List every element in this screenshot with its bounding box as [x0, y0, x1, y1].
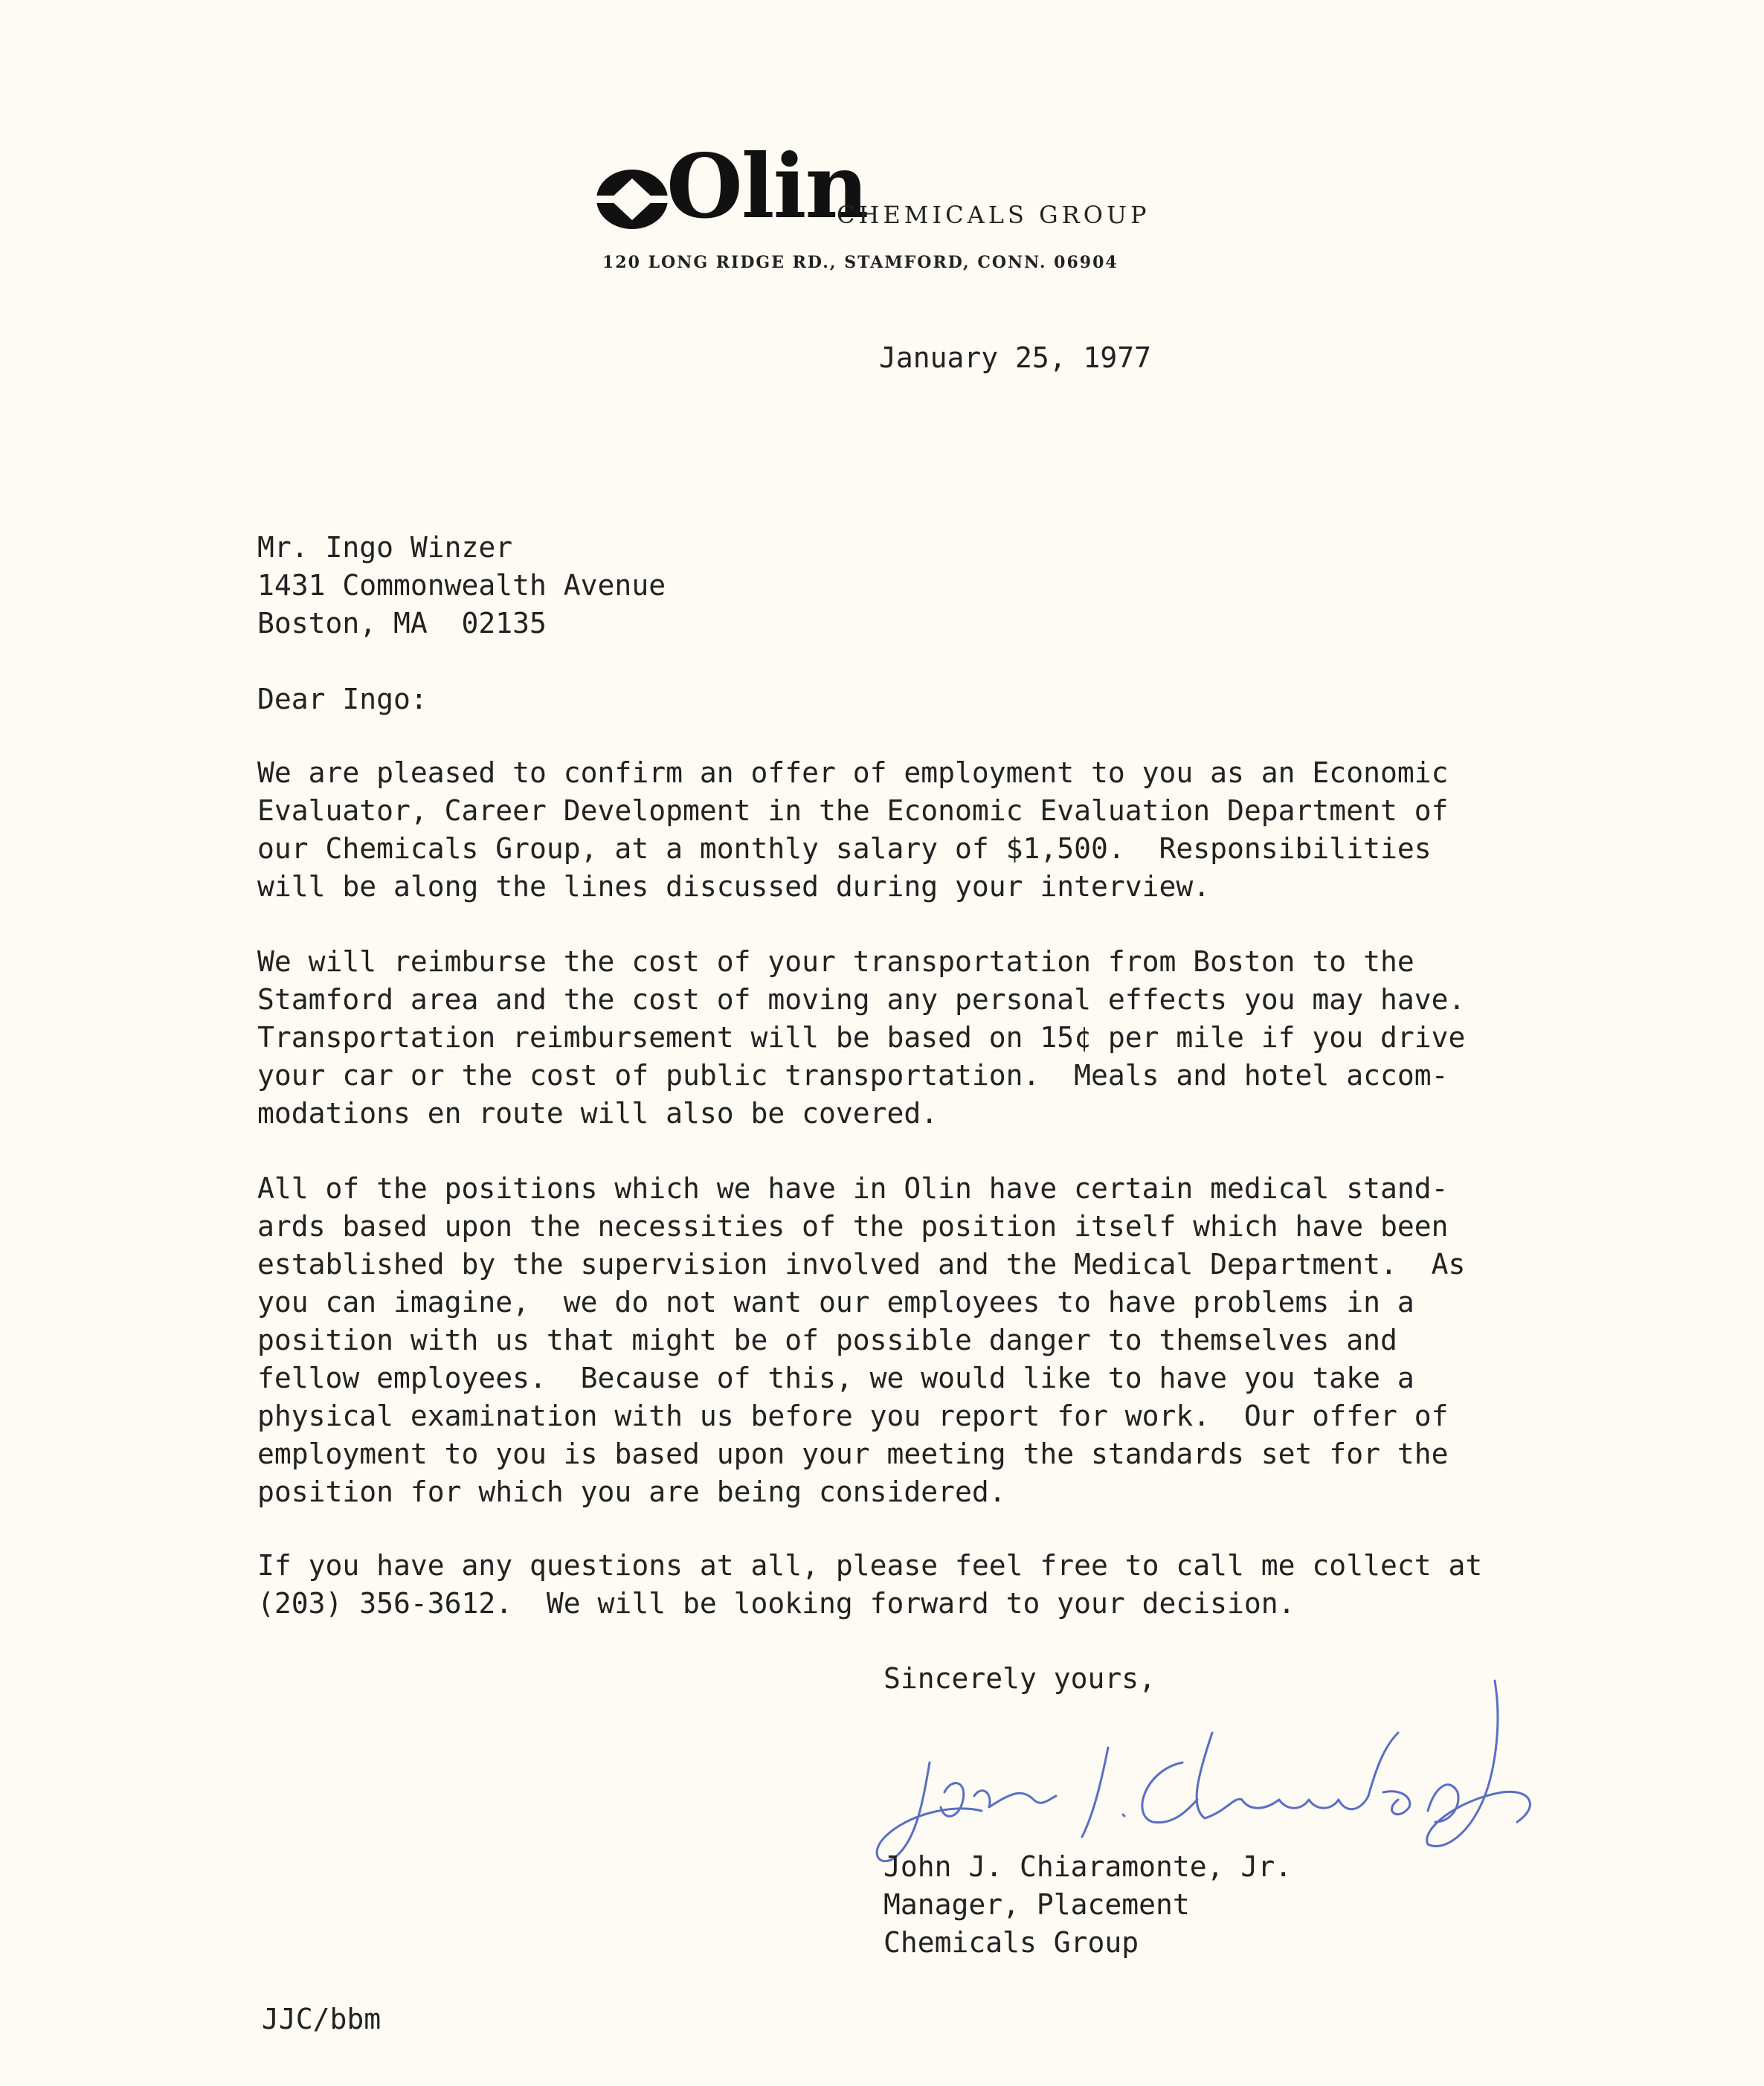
salutation: Dear Ingo:	[257, 683, 428, 715]
closing: Sincerely yours,	[883, 1662, 1156, 1695]
recipient-name: Mr. Ingo Winzer	[257, 531, 513, 564]
paragraph-contact: If you have any questions at all, please feel free to call me collect at (203) 356-3612. We will be looking forward to your decision.	[257, 1549, 1483, 1620]
letterhead	[588, 135, 1197, 283]
olin-logo-mark-icon	[595, 156, 677, 238]
group-name: CHEMICALS GROUP	[837, 201, 1150, 229]
paragraph-relocation: We will reimburse the cost of your transportation from Boston to the Stamford area and the cost of moving any personal effects you may have. Transportation reimbursement will be based on 15¢ per mile if you drive your car or the cost of public transportation. Meals and hotel accom- modations en route will also be covered.	[257, 945, 1466, 1130]
recipient-city: Boston, MA 02135	[257, 607, 547, 640]
recipient-street: 1431 Commonwealth Avenue	[257, 569, 666, 602]
letter-date: January 25, 1977	[879, 341, 1152, 374]
letterhead-address: 120 LONG RIDGE RD., STAMFORD, CONN. 06904	[602, 253, 1118, 272]
reference-initials: JJC/bbm	[262, 2003, 382, 2035]
paragraph-medical: All of the positions which we have in Olin have certain medical stand- ards based upon the necessities of the position itself which have been established by the supervision involved and the Medical Department. As you can imagine, we do not want our employees to have problems in a position with us that might be of possible danger to themselves and fellow employees. Because of this, we would like to have you take a physical examination with us before you report for work. Our offer of employment to you is based upon your meeting the standards set for the position for which you are being considered.	[257, 1172, 1466, 1508]
signer-title: Manager, Placement	[883, 1888, 1190, 1921]
paragraph-offer: We are pleased to confirm an offer of employment to you as an Economic Evaluator, Career Development in the Economic Evaluation Department of our Chemicals Group, at a monthly salary of $1,500. Responsibilities will be along the lines discussed during your interview.	[257, 756, 1449, 903]
signer-name: John J. Chiaramonte, Jr.	[883, 1850, 1293, 1883]
recipient-address	[257, 529, 666, 643]
logo-wordmark: Olin	[666, 135, 868, 238]
olin-logo	[595, 135, 868, 238]
signer-block	[883, 1848, 1292, 1962]
signer-group: Chemicals Group	[883, 1926, 1139, 1959]
